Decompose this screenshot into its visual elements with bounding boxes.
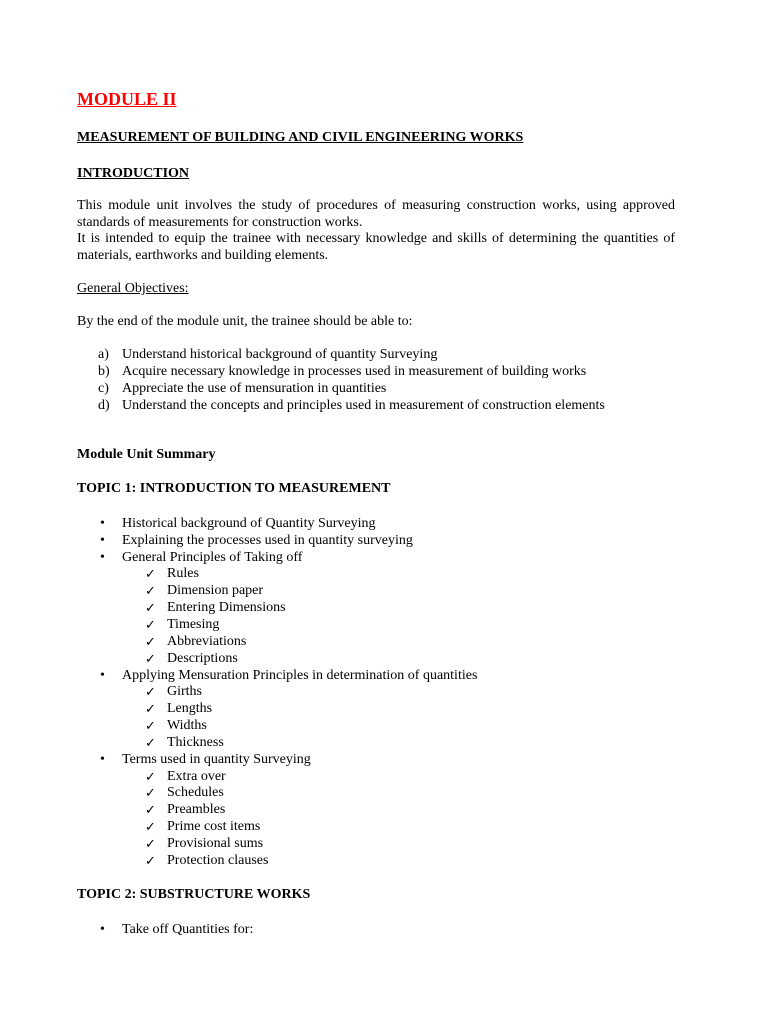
bullet-icon: •	[100, 532, 105, 548]
bullet-icon: •	[100, 549, 105, 565]
check-text: Preambles	[167, 802, 226, 818]
general-objectives-heading: General Objectives:	[77, 281, 189, 296]
introduction-paragraph-2: It is intended to equip the trainee with necessary knowledge and skills of determining the quantities of materials, earthworks and building elements.	[77, 231, 675, 263]
checkmark-icon: ✓	[145, 835, 156, 851]
bullet-text: Historical background of Quantity Surveying	[122, 515, 376, 531]
bullet-icon: •	[100, 667, 105, 683]
bullet-text: Take off Quantities for:	[122, 921, 254, 937]
objective-text: Appreciate the use of mensuration in quantities	[122, 381, 387, 396]
check-item	[100, 700, 477, 717]
checkmark-icon: ✓	[145, 802, 156, 818]
bullet-item	[100, 921, 253, 938]
check-item	[100, 768, 477, 785]
bullet-icon: •	[100, 921, 105, 937]
check-text: Thickness	[167, 734, 224, 750]
topic-1-heading: TOPIC 1: INTRODUCTION TO MEASUREMENT	[77, 481, 391, 496]
check-text: Descriptions	[167, 650, 238, 666]
check-text: Lengths	[167, 701, 213, 717]
bullet-text: Applying Mensuration Principles in determination of quantities	[122, 667, 478, 683]
bullet-item	[100, 667, 477, 684]
topic-2-list	[100, 921, 253, 938]
checkmark-icon: ✓	[145, 819, 156, 835]
bullet-item	[100, 532, 477, 549]
objective-text: Acquire necessary knowledge in processes used in measurement of building works	[122, 364, 587, 379]
check-item	[100, 835, 477, 852]
bullet-item	[100, 515, 477, 532]
check-text: Extra over	[167, 768, 226, 784]
check-text: Rules	[167, 566, 199, 582]
introduction-paragraph-1: This module unit involves the study of procedures of measuring construction works, using approved standards of measurements for construction works.	[77, 198, 675, 230]
check-item	[100, 852, 477, 869]
check-text: Timesing	[167, 616, 220, 632]
objective-text: Understand the concepts and principles used in measurement of construction elements	[122, 398, 605, 413]
objective-marker: b)	[98, 364, 110, 379]
check-item	[100, 633, 477, 650]
check-item	[100, 717, 477, 734]
objective-item	[98, 346, 605, 363]
bullet-item	[100, 549, 477, 566]
checkmark-icon: ✓	[145, 701, 156, 717]
check-item	[100, 734, 477, 751]
check-text: Girths	[167, 684, 202, 700]
objectives-intro: By the end of the module unit, the trainee should be able to:	[77, 314, 413, 329]
module-title: MODULE II	[77, 89, 177, 109]
checkmark-icon: ✓	[145, 734, 156, 750]
bullet-text: Terms used in quantity Surveying	[122, 751, 311, 767]
check-item	[100, 566, 477, 583]
objective-item	[98, 363, 605, 380]
check-item	[100, 818, 477, 835]
checkmark-icon: ✓	[145, 633, 156, 649]
check-item	[100, 801, 477, 818]
check-text: Dimension paper	[167, 583, 264, 599]
bullet-item	[100, 751, 477, 768]
checkmark-icon: ✓	[145, 566, 156, 582]
objective-marker: a)	[98, 347, 109, 362]
check-text: Entering Dimensions	[167, 600, 286, 616]
checkmark-icon: ✓	[145, 600, 156, 616]
checkmark-icon: ✓	[145, 684, 156, 700]
check-item	[100, 683, 477, 700]
checkmark-icon: ✓	[145, 650, 156, 666]
check-item	[100, 582, 477, 599]
check-item	[100, 650, 477, 667]
bullet-text: Explaining the processes used in quantity surveying	[122, 532, 413, 548]
bullet-icon: •	[100, 515, 105, 531]
check-item	[100, 616, 477, 633]
objective-marker: c)	[98, 381, 109, 396]
topic-1-list	[100, 515, 477, 869]
check-text: Widths	[167, 718, 207, 734]
check-text: Abbreviations	[167, 633, 247, 649]
topic-2-heading: TOPIC 2: SUBSTRUCTURE WORKS	[77, 887, 311, 902]
introduction-heading: INTRODUCTION	[77, 166, 190, 181]
objective-marker: d)	[98, 398, 110, 413]
objective-item	[98, 380, 605, 397]
checkmark-icon: ✓	[145, 852, 156, 868]
objective-text: Understand historical background of quantity Surveying	[122, 347, 438, 362]
check-text: Schedules	[167, 785, 224, 801]
check-text: Protection clauses	[167, 852, 269, 868]
check-item	[100, 599, 477, 616]
objective-item	[98, 397, 605, 414]
checkmark-icon: ✓	[145, 768, 156, 784]
checkmark-icon: ✓	[145, 583, 156, 599]
objectives-list	[98, 346, 605, 414]
module-unit-summary-heading: Module Unit Summary	[77, 447, 216, 462]
bullet-icon: •	[100, 751, 105, 767]
bullet-text: General Principles of Taking off	[122, 549, 303, 565]
checkmark-icon: ✓	[145, 718, 156, 734]
check-text: Provisional sums	[167, 835, 264, 851]
main-title: MEASUREMENT OF BUILDING AND CIVIL ENGINEERING WORKS	[77, 130, 524, 145]
check-item	[100, 785, 477, 802]
check-text: Prime cost items	[167, 819, 261, 835]
checkmark-icon: ✓	[145, 616, 156, 632]
checkmark-icon: ✓	[145, 785, 156, 801]
